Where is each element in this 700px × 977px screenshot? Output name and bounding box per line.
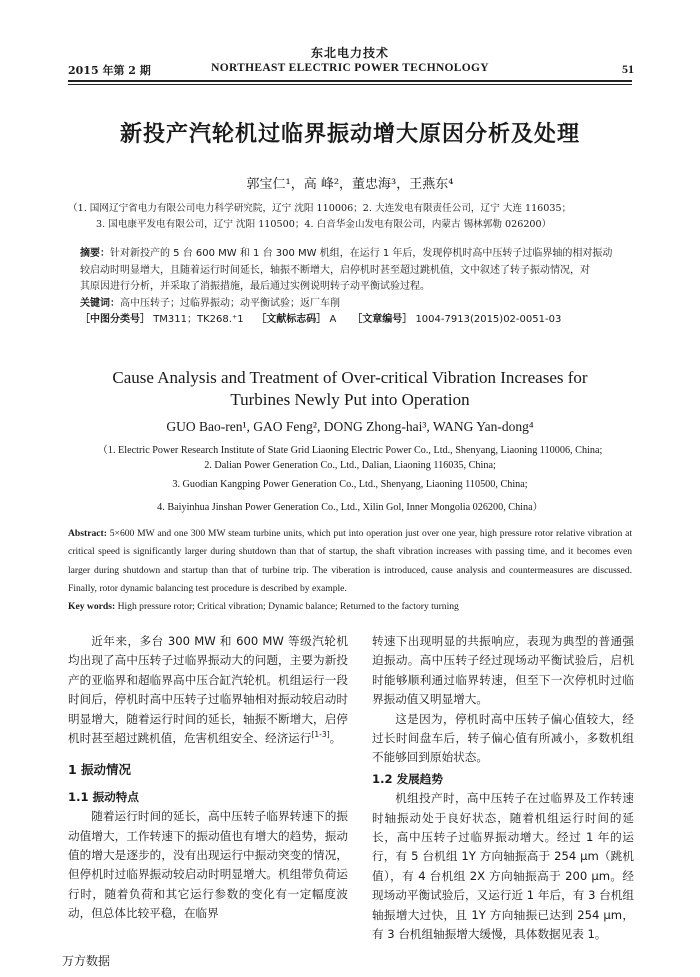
affiliation-zh-line: 3. 国电康平发电有限公司，辽宁 沈阳 110500；4. 白音华金山发电有限公司，内蒙古 锡林郭勒 026200） <box>96 219 552 230</box>
keywords-zh-label: 关键词： <box>80 297 120 309</box>
header-rule-thick <box>68 80 632 82</box>
doc-code-value: A <box>329 314 337 325</box>
journal-name-en: NORTHEAST ELECTRIC POWER TECHNOLOGY <box>211 62 489 74</box>
paper-title-zh: 新投产汽轮机过临界振动增大原因分析及处理 <box>119 122 580 147</box>
keywords-en-label: Key words: <box>68 601 116 612</box>
intro-paragraph <box>68 632 348 748</box>
header-rule-thin <box>68 84 632 85</box>
intro-end: 。 <box>329 731 342 746</box>
body-paragraph: 这是因为，停机时高中压转子偏心值较大，经过长时间盘车后，转子偏心值有所减小，多数机组不能够回到原始状态。 <box>372 711 634 765</box>
body-paragraph: 随着运行时间的延长，高中压转子临界转速下的振动值增大，工作转速下的振动值也有增大的趋势，振动值的增大是逐步的，没有出现运行中振动突变的情况，但停机时过临界振动较启动时明显增大。机组带负荷运行时，随着负荷和其它运行参数的变化有一定幅度波动，但总体比较平稳，在临界 <box>68 809 348 921</box>
affiliation-en-line: 3. Guodian Kangping Power Generation Co., Ltd., Shenyang, Liaoning 110500, China; <box>172 479 528 490</box>
section-heading: 1 振动情况 <box>68 762 132 778</box>
subsection-heading: 1.1 振动特点 <box>68 789 139 804</box>
doc-code-label: ［文献标志码］ <box>256 314 327 325</box>
abstract-zh-label: 摘要： <box>80 248 110 259</box>
body-paragraph: 转速下出现明显的共振响应，表现为典型的普通强迫振动。高中压转子经过现场动平衡试验后，启机时能够顺利通过临界转速，但至下一次停机时过临界振动值又明显增大。 <box>372 634 634 707</box>
class-number-value: TM311；TK268.⁺1 <box>153 314 244 325</box>
body-right-column <box>372 632 634 945</box>
abstract-zh-line: 其原因进行分析，并采取了消振措施，最后通过实例说明转子动平衡试验过程。 <box>80 281 430 292</box>
article-id-label: ［文章编号］ <box>352 314 413 325</box>
abstract-zh-line: 针对新投产的 5 台 600 MW 和 1 台 300 MW 机组，在运行 1 年后，发现停机时高中压转子过临界轴的相对振动 <box>110 248 613 259</box>
keywords-zh: 高中压转子；过临界振动；动平衡试验；返厂车削 <box>120 297 340 309</box>
citation: [1-3] <box>311 730 330 740</box>
paper-title-en-line: Cause Analysis and Treatment of Over-critical Vibration Increases for <box>112 368 588 387</box>
paper-title-en-line: Turbines Newly Put into Operation <box>230 390 470 409</box>
source-watermark: 万方数据 <box>62 954 111 968</box>
subsection-heading: 1.2 发展趋势 <box>372 771 443 786</box>
abstract-zh <box>80 246 620 329</box>
abstract-en-text: 5×600 MW and one 300 MW steam turbine units, which put into operation just over one year, high pressure rotor relative vibration at critical speed is significantly larger during shutdown than that of startup, the shaft vibration increases with passing time, and it becomes even larger during shutdown and startup than that of turbine trip. The viberation is introduced, cause analysis and countermeasures are discussed. Finally, rotor dynamic balancing test procedure is described by example. <box>68 528 632 594</box>
body-left-column <box>68 632 348 924</box>
abstract-en <box>68 525 632 598</box>
authors-en: GUO Bao-ren¹, GAO Feng², DONG Zhong-hai³, WANG Yan-dong⁴ <box>166 419 534 434</box>
keywords-en-block <box>68 598 632 616</box>
journal-name-zh: 东北电力技术 <box>310 46 389 60</box>
class-number-label: ［中图分类号］ <box>80 314 150 325</box>
issue-label: 2015 年第 2 期 <box>68 64 151 77</box>
keywords-en: High pressure rotor; Critical vibration; Dynamic balance; Returned to the factory turning <box>117 601 459 612</box>
abstract-zh-line: 较启动时明显增大，且随着运行时间延长，轴振不断增大，启停机时甚至超过跳机值，文中叙述了转子振动情况，对 <box>80 264 590 276</box>
affiliation-en-line: 4. Baiyinhua Jinshan Power Generation Co., Ltd., Xilin Gol, Inner Mongolia 026200, China） <box>157 502 543 513</box>
page-number: 51 <box>622 62 634 76</box>
authors-zh: 郭宝仁¹，高 峰²，董忠海³，王燕东⁴ <box>246 177 454 192</box>
article-id-value: 1004-7913(2015)02-0051-03 <box>415 314 562 325</box>
affiliation-en-line: （1. Electric Power Research Institute of State Grid Liaoning Electric Power Co., Ltd., Shenyang, Liaoning 110006, China; <box>97 445 603 456</box>
affiliation-zh-line: （1. 国网辽宁省电力有限公司电力科学研究院，辽宁 沈阳 110006；2. 大连发电有限责任公司，辽宁 大连 116035； <box>68 203 572 214</box>
body-paragraph: 机组投产时，高中压转子在过临界及工作转速时轴振动处于良好状态，随着机组运行时间的延长，高中压转子过临界振动增大。经过 1 年的运行，有 5 台机组 1Y 方向轴振高于 254 μm（跳机值），有 4 台机组 2X 方向轴振高于 200 μm。经现场动平衡试验后，又运行近 1 年后，有 3 台机组轴振增大过快，且 1Y 方向轴振已达到 254 μm，有 3 台机组轴振增大缓慢，具体数据见表 1。 <box>372 791 634 942</box>
affiliation-en-line: 2. Dalian Power Generation Co., Ltd., Dalian, Liaoning 116035, China; <box>204 460 496 471</box>
abstract-en-label: Abstract: <box>68 528 107 539</box>
intro-text: 近年来，多台 300 MW 和 600 MW 等级汽轮机均出现了高中压转子过临界振动大的问题，主要为新投产的亚临界和超临界高中压合缸汽轮机。机组运行一段时间后，停机时高中压转子过临界轴相对振动较启动时明显增大，随着运行时间的延长，轴振不断增大，启停机时甚至超过跳机值，危害机组安全、经济运行 <box>68 634 348 746</box>
